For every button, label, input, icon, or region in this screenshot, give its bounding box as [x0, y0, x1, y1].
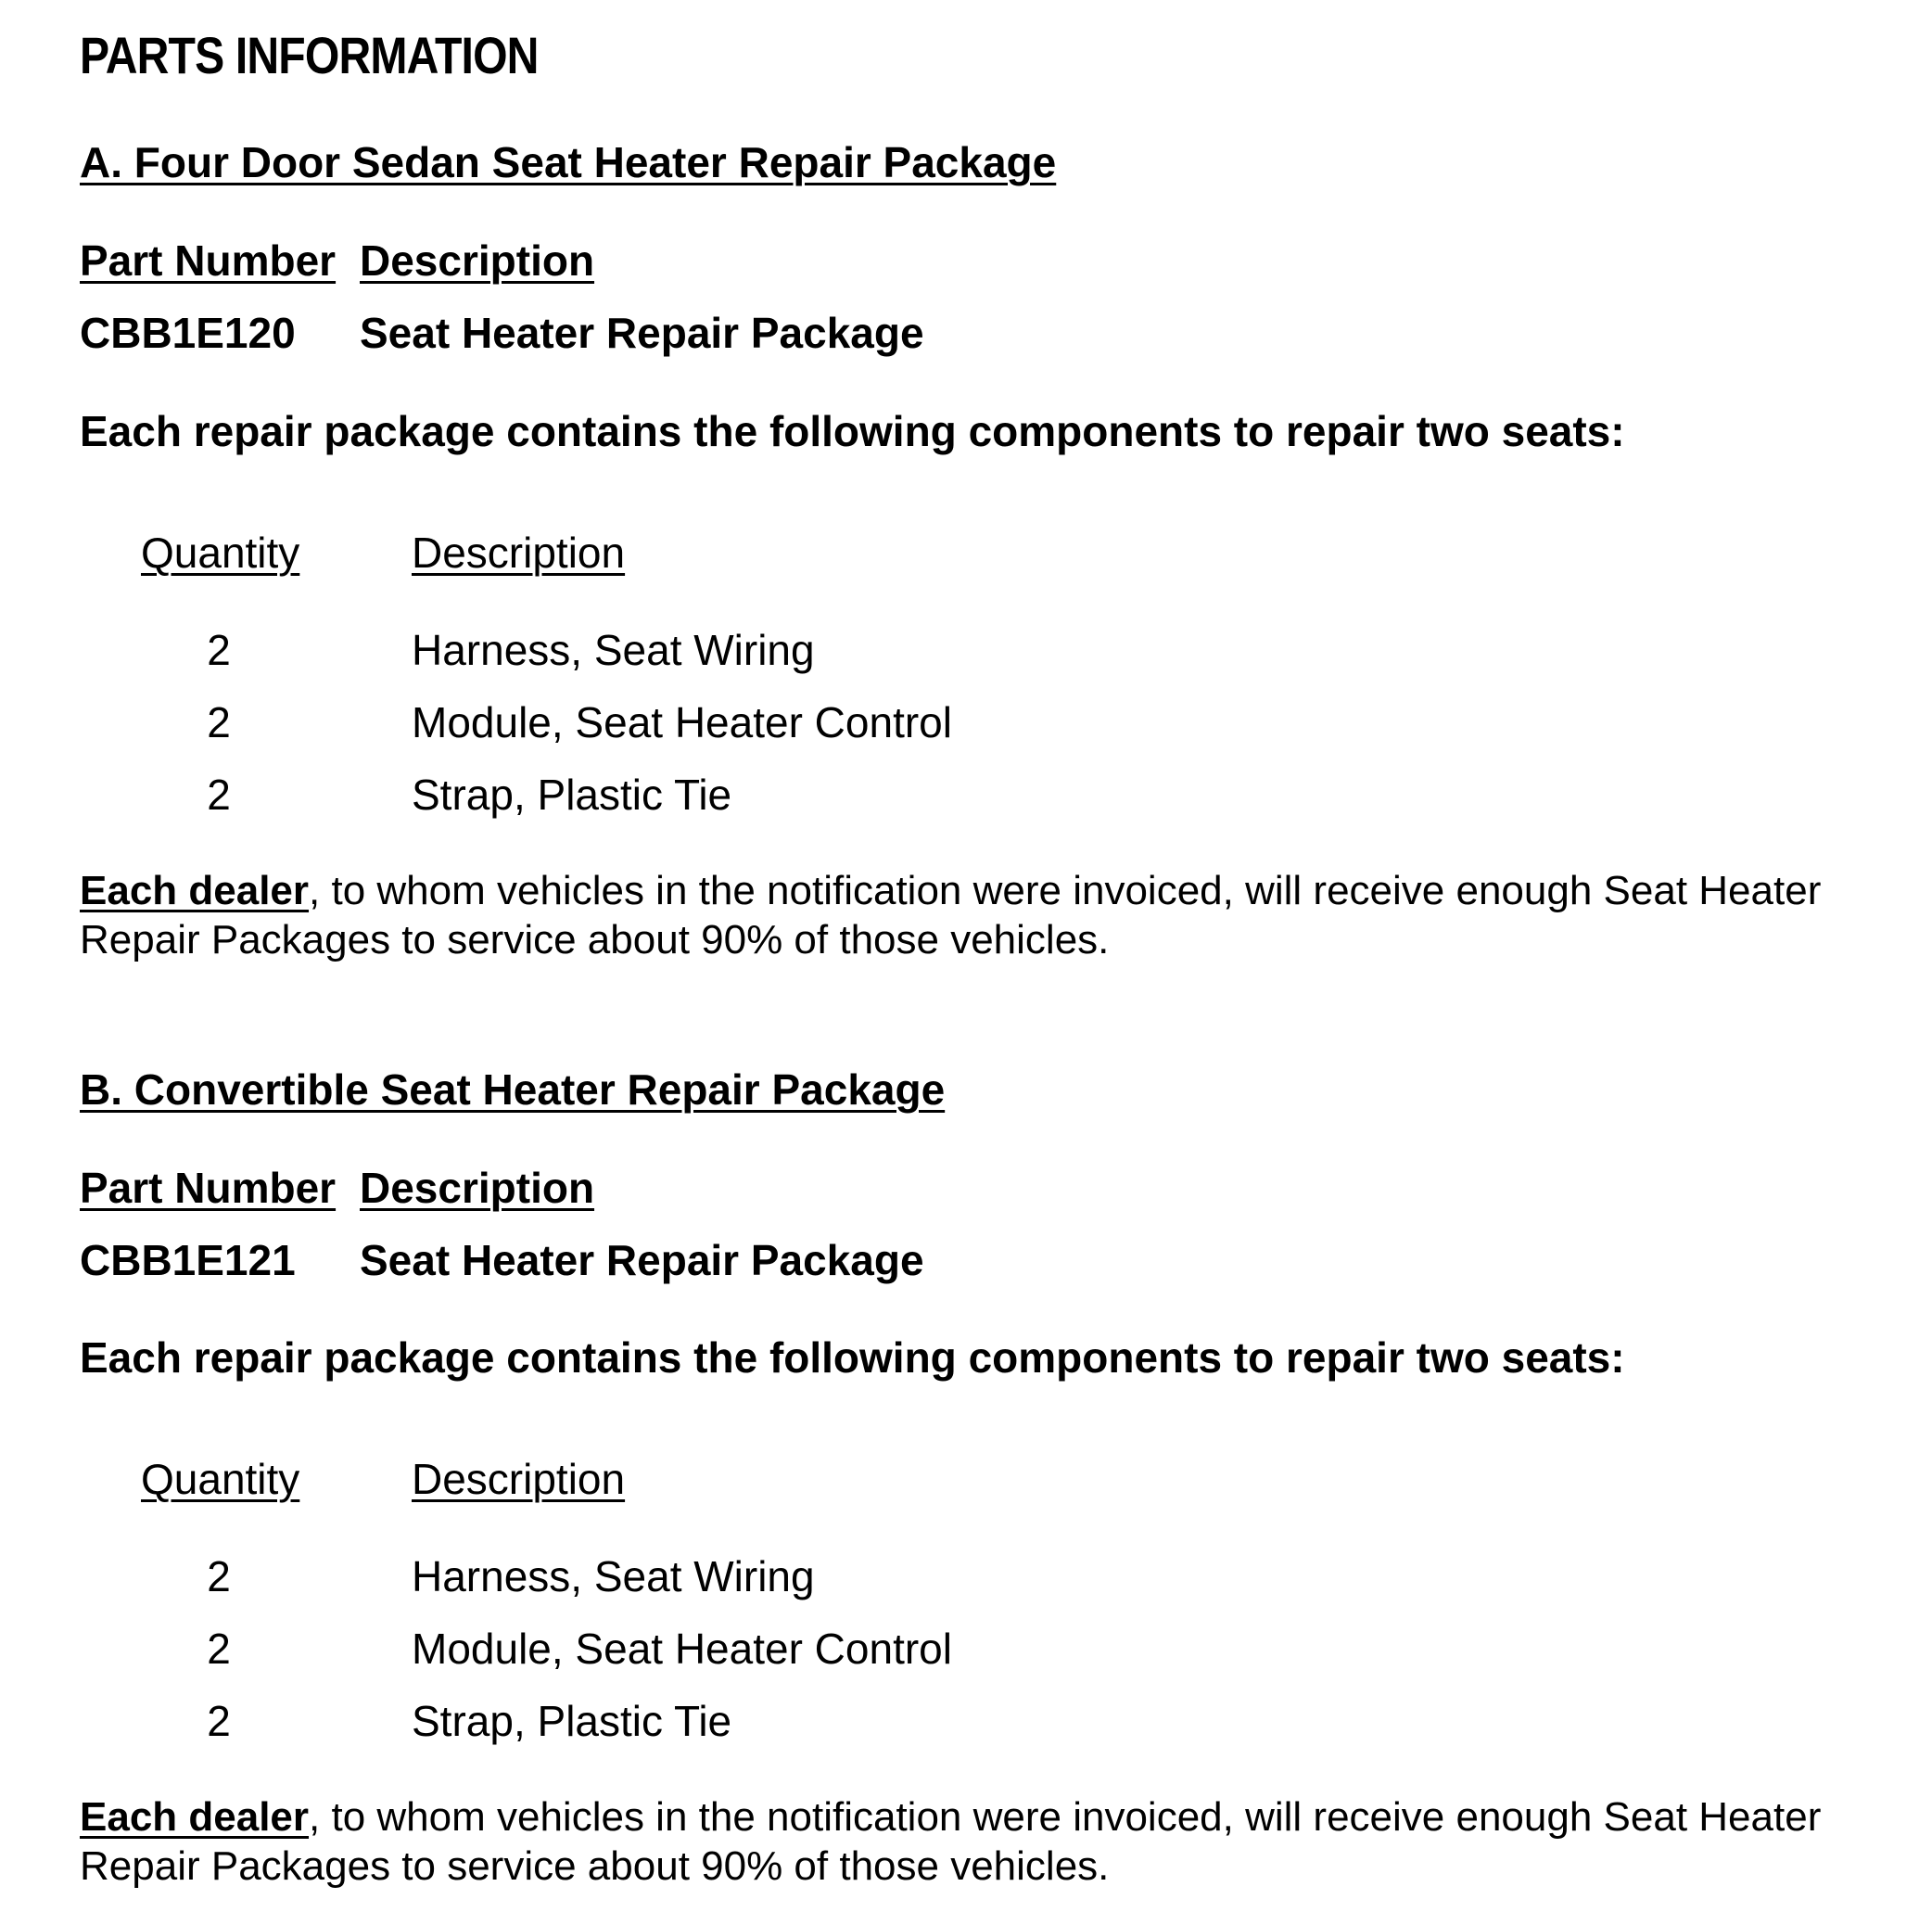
section-b-part-number-header: Part Number: [80, 1164, 337, 1212]
section-a-component-description: Harness, Seat Wiring: [412, 626, 815, 674]
dealer-note-lead: Each dealer: [80, 1794, 310, 1840]
section-a-part-number-header: Part Number: [80, 236, 337, 285]
section-b-quantity-header: Quantity: [141, 1455, 300, 1503]
section-a-quantity-header: Quantity: [141, 529, 300, 577]
section-a-component-quantity: 2: [207, 771, 231, 819]
section-b-components-description-header: Description: [412, 1455, 626, 1503]
section-a-part-number: CBB1E120: [80, 309, 296, 357]
section-a-description-header: Description: [360, 236, 595, 285]
section-a-component-quantity: 2: [207, 698, 231, 746]
section-b-dealer-note: [80, 1792, 1915, 1891]
section-b-component-quantity: 2: [207, 1697, 231, 1745]
section-b-component-quantity: 2: [207, 1552, 231, 1600]
page-title: PARTS INFORMATION: [80, 26, 539, 84]
section-a-dealer-note: [80, 866, 1915, 964]
section-a-component-quantity: 2: [207, 626, 231, 674]
section-a-components-description-header: Description: [412, 529, 626, 577]
section-b-component-description: Module, Seat Heater Control: [412, 1625, 952, 1673]
section-a-heading: A. Four Door Sedan Seat Heater Repair Package: [80, 138, 1057, 186]
section-a-component-description: Strap, Plastic Tie: [412, 771, 732, 819]
section-b-component-quantity: 2: [207, 1625, 231, 1673]
section-b-description-header: Description: [360, 1164, 595, 1212]
section-a-component-description: Module, Seat Heater Control: [412, 698, 952, 746]
section-b-component-description: Harness, Seat Wiring: [412, 1552, 815, 1600]
section-b-heading: B. Convertible Seat Heater Repair Package: [80, 1065, 946, 1114]
section-a-part-description: Seat Heater Repair Package: [360, 309, 924, 357]
dealer-note-lead: Each dealer: [80, 868, 310, 913]
section-b-part-description: Seat Heater Repair Package: [360, 1236, 924, 1284]
dealer-note-text: , to whom vehicles in the notification were invoiced, will receive enough Seat Heater Repair Packages to service about 90% of those vehicles.: [80, 868, 1822, 962]
section-b-part-number: CBB1E121: [80, 1236, 296, 1284]
section-b-intro: Each repair package contains the following components to repair two seats:: [80, 1333, 1625, 1382]
dealer-note-text: , to whom vehicles in the notification were invoiced, will receive enough Seat Heater Repair Packages to service about 90% of those vehicles.: [80, 1794, 1822, 1889]
section-b-component-description: Strap, Plastic Tie: [412, 1697, 732, 1745]
section-a-intro: Each repair package contains the following components to repair two seats:: [80, 407, 1625, 455]
